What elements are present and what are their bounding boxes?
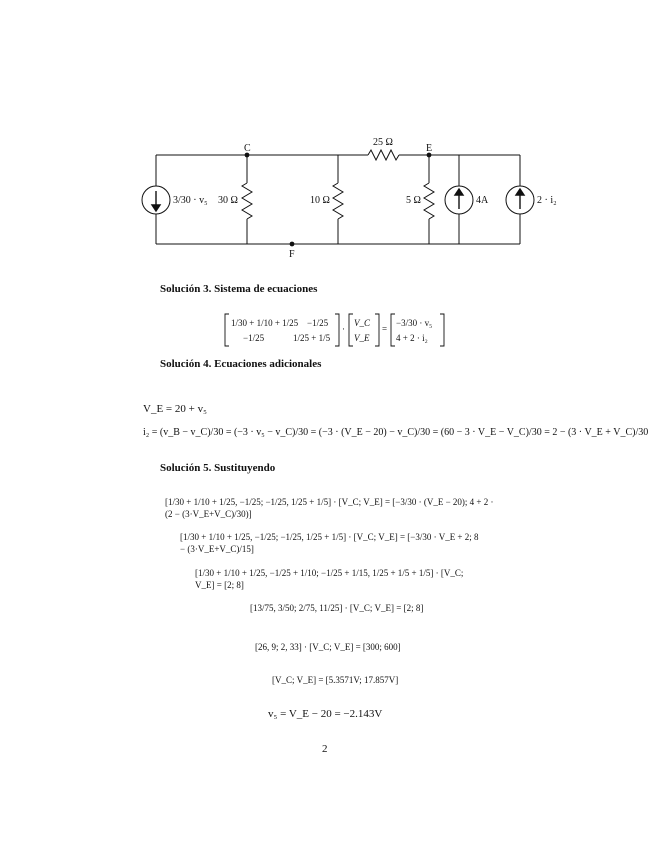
node-f-dot [290, 242, 295, 247]
resistor-10-label: 10 Ω [310, 195, 330, 206]
resistor-25-label: 25 Ω [373, 137, 393, 148]
source-4a-label: 4A [476, 195, 489, 206]
equation-system-3 [215, 312, 445, 348]
matrix3-m22: 1/25 + 1/5 [293, 333, 331, 343]
vector3-x1: V_C [354, 318, 371, 328]
resistor-30 [242, 183, 252, 219]
resistor-5 [424, 183, 434, 219]
dependent-source-left-label: 3/30 · v₅ [173, 195, 208, 206]
svg-text:·: · [342, 324, 345, 334]
resistor-5-label: 5 Ω [406, 195, 421, 206]
equation-step-7: v₅ = V_E − 20 = −2.143V [268, 708, 383, 720]
equation-i2: i₂ = (v_B − v_C)/30 = (−3 · v₅ − v_C)/30 = (−3 · (V_E − 20) − v_C)/30 = (60 − 3 · V_E − V_C)/30 = 2 − (3 · V_E + V_C)/30 [143, 427, 649, 438]
page-number: 2 [322, 743, 328, 755]
matrix3-m11: 1/30 + 1/10 + 1/25 [231, 318, 299, 328]
equation-ve: V_E = 20 + v₅ [143, 403, 207, 415]
matrix3-m12: −1/25 [307, 318, 329, 328]
node-label-e: E [426, 143, 433, 154]
svg-text:=: = [382, 324, 388, 334]
equation-step-2: [1/30 + 1/10 + 1/25, −1/25; −1/25, 1/25 + 1/5] · [V_C; V_E] = [−3/30 · V_E + 2; 8 − (3·V_E+V_C)/15] [180, 532, 479, 554]
equation-step-1: [1/30 + 1/10 + 1/25, −1/25; −1/25, 1/25 + 1/5] · [V_C; V_E] = [−3/30 · (V_E − 20); 4 + 2 · (2 − (3·V_E+V_C)/30)] [165, 497, 494, 519]
vector3-b2: 4 + 2 · i₂ [396, 333, 428, 343]
resistor-30-label: 30 Ω [218, 195, 238, 206]
node-label-f: F [289, 249, 295, 260]
vector3-b1: −3/30 · v₅ [396, 318, 433, 328]
dependent-source-right-label: 2 · i₂ [537, 195, 557, 206]
node-label-c: C [244, 143, 251, 154]
vector3-x2: V_E [354, 333, 370, 343]
section-title-3: Solución 3. Sistema de ecuaciones [160, 283, 318, 295]
equation-step-6: [V_C; V_E] = [5.3571V; 17.857V] [272, 675, 399, 685]
equation-step-5: [26, 9; 2, 33] · [V_C; V_E] = [300; 600] [255, 642, 401, 652]
section-title-5: Solución 5. Sustituyendo [160, 462, 276, 474]
matrix3-m21: −1/25 [243, 333, 265, 343]
equation-step-3: [1/30 + 1/10 + 1/25, −1/25 + 1/10; −1/25 + 1/15, 1/25 + 1/5 + 1/5] · [V_C; V_E] = [2; 8] [195, 568, 464, 590]
arrow-down-icon [152, 205, 160, 211]
resistor-25 [368, 150, 399, 160]
resistor-10 [333, 183, 343, 219]
circuit-diagram [0, 0, 655, 270]
section-title-4: Solución 4. Ecuaciones adicionales [160, 358, 322, 370]
arrow-up-icon [455, 189, 463, 195]
arrow-up-icon [516, 189, 524, 195]
equation-step-4: [13/75, 3/50; 2/75, 11/25] · [V_C; V_E] = [2; 8] [250, 603, 424, 613]
